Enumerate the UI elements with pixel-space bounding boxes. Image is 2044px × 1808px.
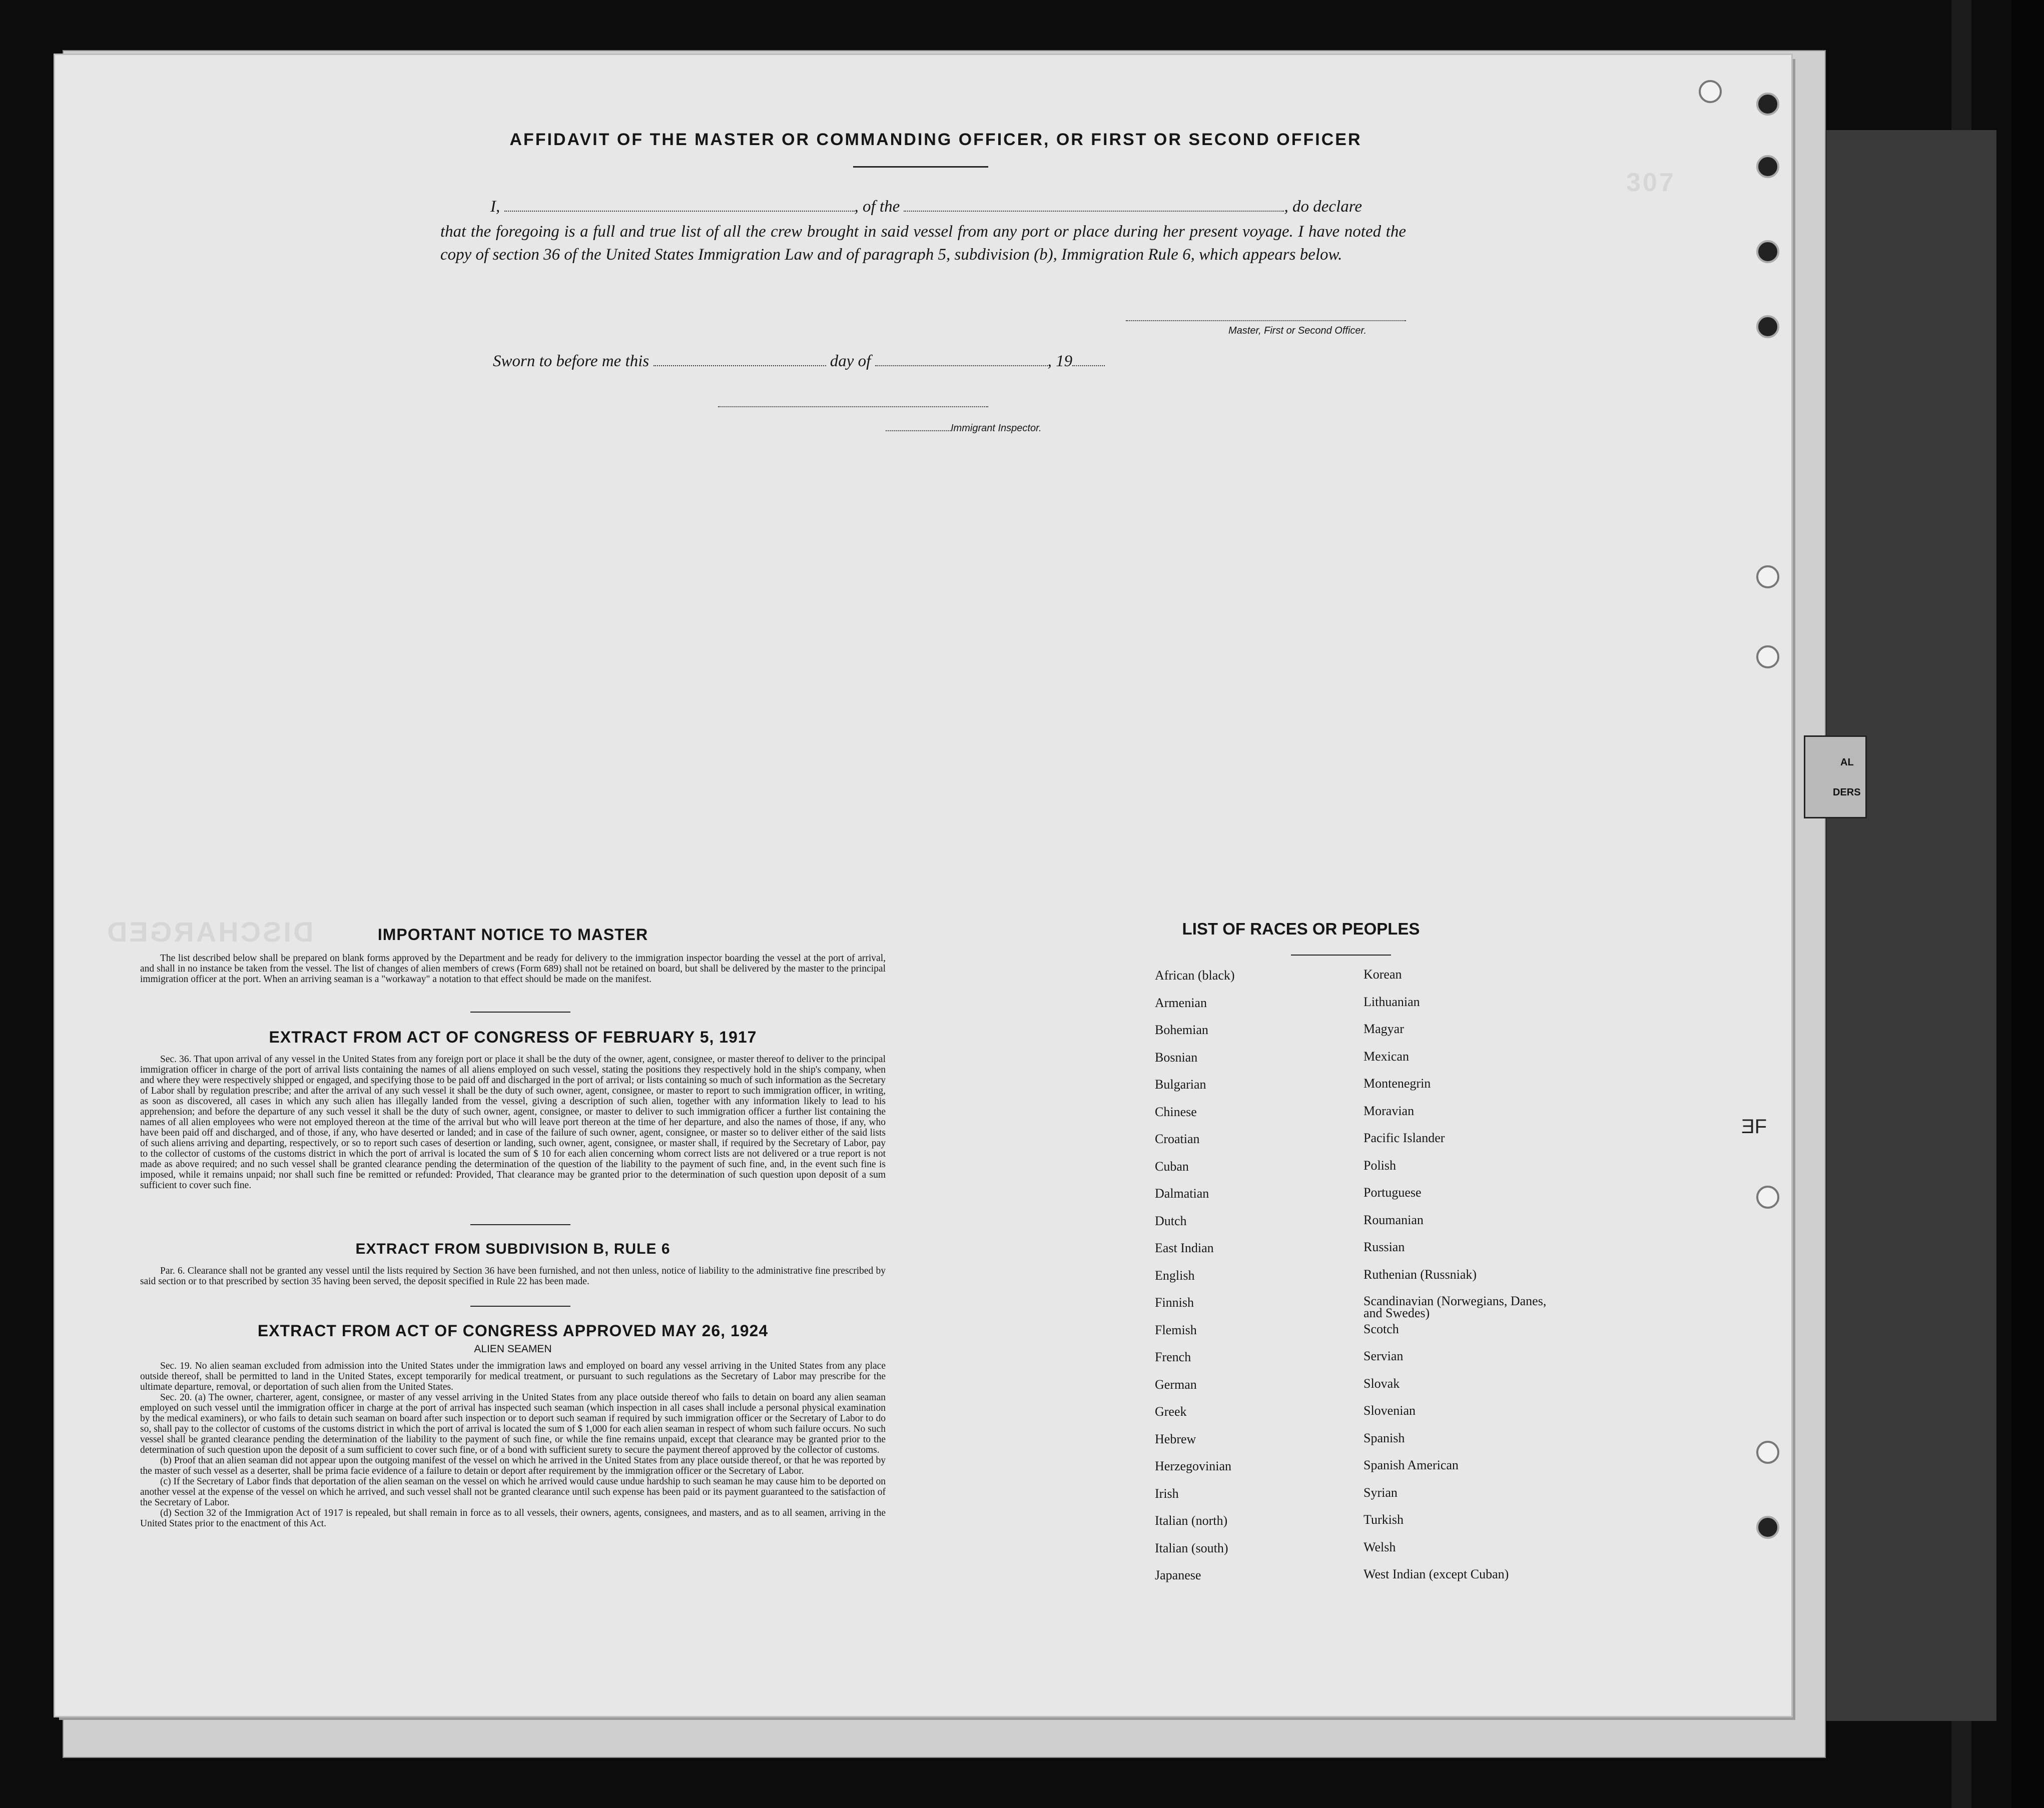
race-item: Bosnian bbox=[1155, 1050, 1198, 1065]
race-item: Bohemian bbox=[1155, 1023, 1208, 1037]
name-blank bbox=[504, 201, 855, 212]
binder-hole bbox=[1699, 80, 1722, 103]
race-item: Scandinavian (Norwegians, Danes, and Swedes) bbox=[1364, 1294, 1547, 1320]
year-blank bbox=[1072, 355, 1105, 366]
notice-text bbox=[140, 953, 886, 985]
inspector-signature-line bbox=[718, 406, 988, 407]
ghost-number: 307 bbox=[1626, 168, 1676, 197]
sworn-year: , 19 bbox=[1047, 352, 1073, 370]
extract-1924-paragraph: Sec. 20. (a) The owner, charterer, agent, consignee, or master of any vessel arriving in the United States from any place outside thereof who fails to detain on board any alien seaman employed on such vessel until the immigration officer in charge at the port of arrival has inspected such seaman (which inspection in all cases shall include a personal physical examination by the medical examiners), or who fails to detain such seaman on board after such inspection or to deport such seaman if required by such immigration officer or the Secretary of Labor to do so, shall pay to the collector of customs of the customs district in which the port of arrival is located the sum of $ 1,000 for each alien seaman in respect of whom such failure occurs. No such vessel shall be granted clearance pending the determination of the liability to the payment of such fine, or while the fine remains unpaid, except that clearance may be granted prior to the determination of such question upon the deposit of a sum sufficient to cover such fine, or of a bond with sufficient surety to secure the payment thereof approved by the collector of customs. bbox=[140, 1392, 886, 1455]
extract-1917-title: EXTRACT FROM ACT OF CONGRESS OF FEBRUARY 5, 1917 bbox=[269, 1028, 757, 1046]
sworn-day-of: day of bbox=[830, 352, 871, 370]
race-item: Bulgarian bbox=[1155, 1077, 1206, 1092]
race-item: Slovak bbox=[1364, 1376, 1400, 1391]
divider bbox=[470, 1224, 570, 1225]
race-item: French bbox=[1155, 1350, 1191, 1364]
binder-hole bbox=[1756, 240, 1779, 263]
vessel-blank bbox=[904, 201, 1284, 212]
inspector-caption: Immigrant Inspector. bbox=[951, 423, 1042, 434]
day-blank bbox=[653, 355, 826, 366]
decl-of-the: , of the bbox=[854, 198, 900, 216]
race-item: Portuguese bbox=[1364, 1185, 1422, 1200]
sworn-line bbox=[493, 352, 1105, 371]
extract-1917-paragraph: Sec. 36. That upon arrival of any vessel in the United States from any foreign port or place it shall be the duty of the owner, agent, consignee, or master thereof to deliver to the principal immigration officer in charge of the port of arrival lists containing the names of all aliens employed on such vessel, stating the positions they respectively hold in the ship's company, when and where they were respectively shipped or engaged, and specifying those to be paid off and discharged in the port of arrival; or lists containing so much of such information as the Secretary of Labor shall by regulation prescribe; and after the arrival of any such vessel it shall be the duty of such owner, agent, consignee, or master to report to such immigration officer, in writing, as soon as discovered, all cases in which any such alien has illegally landed from the vessel, giving a description of such alien, together with any information likely to lead to his apprehension; and before the departure of any such vessel it shall be the duty of such owner, agent, consignee, or master to deliver to such immigration officer a further list containing the names of all alien employees who were not employed thereon at the time of the arrival but who will leave port thereon at the time of her departure, and also the names of those, if any, who have been paid off and discharged, and of those, if any, who have deserted or landed; and in case of the failure of such owner, agent, consignee, or master so to deliver either of the said lists of such aliens arriving and departing, respectively, or so to report such cases of desertion or landing, such owner, agent, consignee, or master shall, if required by the Secretary of Labor, pay to the collector of customs of the customs district in which the port of arrival is located the sum of $ 10 for each alien concerning whom correct lists are not delivered or a true report is not made as above required; and no such vessel shall be granted clearance pending the determination of the question of the liability to the payment of such fine, and, in the event such fine is imposed, while it remains unpaid; nor shall such fine be remitted or refunded: Provided, That clearance may be granted prior to the determination of such question upon deposit of a sum sufficient to cover such fine. bbox=[140, 1054, 886, 1191]
extract-1924-paragraph: (d) Section 32 of the Immigration Act of 1917 is repealed, but shall remain in force as to all vessels, their owners, agents, consignees, and masters, and as to all seamen, arriving in the United States prior to the enactment of this Act. bbox=[140, 1508, 886, 1529]
manifest-page bbox=[55, 55, 1791, 1716]
extract-1924-text bbox=[140, 1361, 886, 1529]
race-item: Mexican bbox=[1364, 1049, 1409, 1064]
race-item: Turkish bbox=[1364, 1512, 1404, 1527]
binder-card bbox=[1804, 735, 1867, 818]
margin-mark: ƎF bbox=[1741, 1116, 1767, 1138]
race-item: Dalmatian bbox=[1155, 1186, 1209, 1201]
binder-hole bbox=[1756, 565, 1779, 588]
race-item: Servian bbox=[1364, 1349, 1404, 1363]
race-item: Hebrew bbox=[1155, 1431, 1196, 1446]
binder-card-text: AL bbox=[1840, 757, 1854, 768]
scan-edge bbox=[2011, 0, 2044, 1808]
binder-card-text: DERS bbox=[1833, 787, 1861, 798]
declaration-body: that the foregoing is a full and true list of all the crew brought in said vessel from any port or place during her present voyage. I have noted the copy of section 36 of the United States Immigration Law and of paragraph 5, subdivision (b), Immigration Rule 6, which appears below. bbox=[440, 223, 1406, 264]
race-item: Magyar bbox=[1364, 1022, 1404, 1036]
race-item: English bbox=[1155, 1268, 1195, 1283]
title-rule bbox=[853, 166, 988, 168]
decl-i: I, bbox=[490, 198, 500, 216]
extract-1924-paragraph: (c) If the Secretary of Labor finds that deportation of the alien seaman on the vessel on which he arrived would cause undue hardship to such seaman he may cause him to be deported on another vessel at the expense of the vessel on which he arrived, and such vessel shall not be granted clearance until such expense has been paid or its payment guaranteed to the satisfaction of the Secretary of Labor. bbox=[140, 1476, 886, 1508]
race-item: Italian (south) bbox=[1155, 1540, 1228, 1555]
race-item: Dutch bbox=[1155, 1213, 1187, 1228]
sworn-prefix: Sworn to before me this bbox=[493, 352, 649, 370]
race-item: Croatian bbox=[1155, 1132, 1200, 1146]
races-title: LIST OF RACES OR PEOPLES bbox=[1182, 920, 1420, 938]
race-item: Greek bbox=[1155, 1404, 1187, 1419]
divider bbox=[470, 1306, 570, 1307]
race-item: German bbox=[1155, 1377, 1197, 1392]
binder-background bbox=[1826, 130, 1996, 1721]
binder-hole bbox=[1756, 1441, 1779, 1464]
binder-hole bbox=[1756, 155, 1779, 178]
rule6-paragraph: Par. 6. Clearance shall not be granted any vessel until the lists required by Section 36 have been furnished, and not then unless, notice of liability to the administrative fine prescribed by said section or to that prescribed by section 35 having been served, the deposit specified in Rule 22 has been made. bbox=[140, 1266, 886, 1287]
race-item: Japanese bbox=[1155, 1568, 1201, 1582]
extract-1917-text bbox=[140, 1054, 886, 1191]
race-item: Flemish bbox=[1155, 1322, 1197, 1337]
divider bbox=[470, 1012, 570, 1013]
binder-hole bbox=[1756, 645, 1779, 668]
race-item: East Indian bbox=[1155, 1241, 1214, 1255]
binder-hole bbox=[1756, 315, 1779, 338]
binder-hole bbox=[1756, 1186, 1779, 1209]
race-item: West Indian (except Cuban) bbox=[1364, 1567, 1509, 1581]
race-item: Italian (north) bbox=[1155, 1513, 1228, 1528]
race-item: Roumanian bbox=[1364, 1212, 1424, 1227]
race-item: Ruthenian (Russniak) bbox=[1364, 1267, 1477, 1282]
notice-paragraph: The list described below shall be prepared on blank forms approved by the Department and be ready for delivery to the immigration inspector boarding the vessel at the port of arrival, and shall in no instance be taken from the vessel. The list of changes of alien members of crews (Form 689) shall not be retained on board, but shall be delivered by the master to the principal immigration officer at the port. When an arriving seaman is a "workaway" a notation to that effect should be made on the manifest. bbox=[140, 953, 886, 985]
race-item: Polish bbox=[1364, 1158, 1397, 1173]
signature-line bbox=[1126, 320, 1406, 321]
races-rule bbox=[1291, 955, 1391, 956]
rule6-title: EXTRACT FROM SUBDIVISION B, RULE 6 bbox=[355, 1241, 670, 1257]
binder-hole bbox=[1756, 93, 1779, 116]
race-item: Cuban bbox=[1155, 1159, 1189, 1174]
race-item: Irish bbox=[1155, 1486, 1179, 1501]
race-item: Herzegovinian bbox=[1155, 1459, 1232, 1473]
rule6-text bbox=[140, 1266, 886, 1287]
extract-1924-paragraph: (b) Proof that an alien seaman did not appear upon the outgoing manifest of the vessel on which he arrived in the United States from any place outside thereof, or that he was reported by the master of such vessel as a deserter, shall be prima facie evidence of a failure to detain or deport after requirement by the immigration officer or the Secretary of Labor. bbox=[140, 1455, 886, 1476]
race-item: Moravian bbox=[1364, 1103, 1415, 1118]
race-item: African (black) bbox=[1155, 968, 1235, 983]
notice-title: IMPORTANT NOTICE TO MASTER bbox=[377, 926, 648, 944]
signature-caption: Master, First or Second Officer. bbox=[1228, 325, 1367, 336]
month-blank bbox=[875, 355, 1048, 366]
alien-seamen-subtitle: ALIEN SEAMEN bbox=[474, 1343, 552, 1355]
race-item: Finnish bbox=[1155, 1295, 1194, 1310]
race-item: Spanish bbox=[1364, 1430, 1405, 1445]
race-item: Pacific Islander bbox=[1364, 1131, 1445, 1145]
race-item: Chinese bbox=[1155, 1104, 1197, 1119]
race-item: Spanish American bbox=[1364, 1458, 1459, 1472]
race-item: Montenegrin bbox=[1364, 1076, 1431, 1091]
race-item: Scotch bbox=[1364, 1321, 1399, 1336]
extract-1924-title: EXTRACT FROM ACT OF CONGRESS APPROVED MAY 26, 1924 bbox=[257, 1322, 769, 1340]
binder-hole bbox=[1756, 1516, 1779, 1539]
race-item: Lithuanian bbox=[1364, 994, 1420, 1009]
race-item: Armenian bbox=[1155, 995, 1207, 1010]
inspector-caption-row bbox=[886, 423, 1042, 434]
ghost-stamp: DISCHARGED bbox=[105, 916, 314, 948]
inspector-dots bbox=[886, 423, 951, 431]
extract-1924-paragraph: Sec. 19. No alien seaman excluded from admission into the United States under the immigration laws and employed on board any vessel arriving in the United States from any place outside thereof, shall be permitted to land in the United States, except temporarily for medical treatment, or pursuant to such regulations as the Secretary of Labor may prescribe for the ultimate departure, removal, or deportation of such alien from the United States. bbox=[140, 1361, 886, 1392]
race-item: Slovenian bbox=[1364, 1403, 1416, 1418]
race-item: Welsh bbox=[1364, 1539, 1396, 1554]
declaration-line-1 bbox=[490, 198, 1362, 216]
race-item: Russian bbox=[1364, 1240, 1405, 1254]
affidavit-title: AFFIDAVIT OF THE MASTER OR COMMANDING OFFICER, OR FIRST OR SECOND OFFICER bbox=[509, 130, 1362, 149]
race-item: Korean bbox=[1364, 967, 1402, 982]
race-item: Syrian bbox=[1364, 1485, 1398, 1500]
decl-do-declare: , do declare bbox=[1284, 198, 1362, 216]
